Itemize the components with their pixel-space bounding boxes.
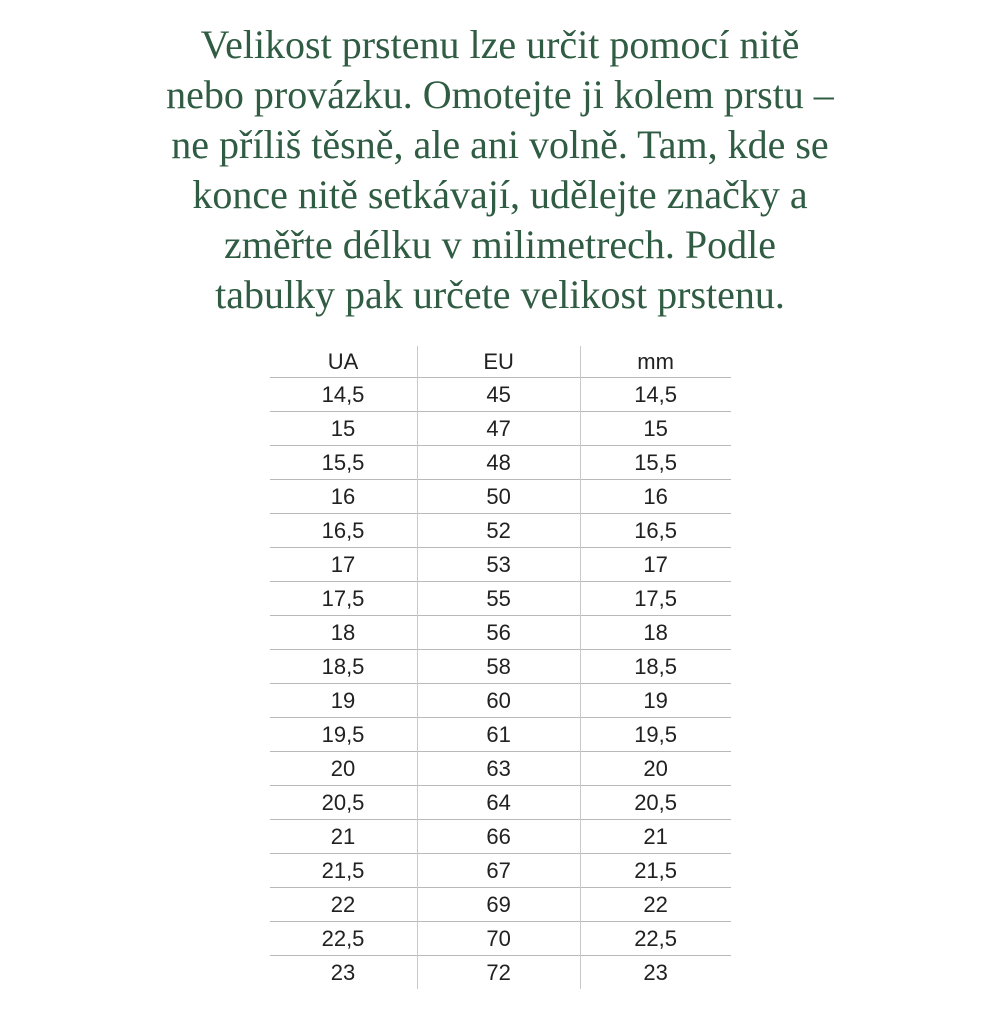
table-cell: 16 xyxy=(643,483,668,509)
table-cell: 20 xyxy=(330,755,356,781)
table-row xyxy=(270,514,731,548)
table-cell: 15,5 xyxy=(634,449,678,475)
table-cell: 19 xyxy=(643,687,668,713)
table-row xyxy=(270,922,731,956)
table-cell: 16,5 xyxy=(321,517,365,543)
table-cell: 18,5 xyxy=(321,653,365,679)
table-cell: 18 xyxy=(643,619,668,645)
table-cell: 56 xyxy=(417,616,580,650)
table-row xyxy=(270,548,731,582)
table-cell: 53 xyxy=(417,548,580,582)
intro-line-5: změřte délku v milimetrech. Podle xyxy=(223,222,777,267)
table-cell: 50 xyxy=(417,480,580,514)
table-cell: 66 xyxy=(417,820,580,854)
table-cell: 69 xyxy=(417,888,580,922)
table-cell: 21 xyxy=(330,823,356,849)
table-cell: 22 xyxy=(330,891,356,917)
table-cell: 15 xyxy=(643,415,668,441)
col-header-eu: EU xyxy=(417,346,580,378)
table-cell: 14,5 xyxy=(634,381,678,407)
table-row xyxy=(270,582,731,616)
table-cell: 16 xyxy=(330,483,356,509)
table-cell: 21,5 xyxy=(634,857,678,883)
table-cell: 19,5 xyxy=(321,721,365,747)
col-header-ua: UA xyxy=(327,348,359,374)
table-cell: 64 xyxy=(417,786,580,820)
header-row xyxy=(270,346,731,378)
table-cell: 47 xyxy=(417,412,580,446)
table-cell: 21 xyxy=(643,823,668,849)
table-cell: 20,5 xyxy=(321,789,365,815)
table-cell: 20,5 xyxy=(634,789,678,815)
table-row xyxy=(270,854,731,888)
table-cell: 21,5 xyxy=(321,857,365,883)
table-cell: 19,5 xyxy=(634,721,678,747)
size-table-body xyxy=(270,378,731,990)
table-row xyxy=(270,480,731,514)
table-cell: 15 xyxy=(330,415,356,441)
col-header-mm: mm xyxy=(637,348,674,374)
intro-line-1: Velikost prstenu lze určit pomocí nitě xyxy=(200,22,800,67)
table-row xyxy=(270,718,731,752)
size-table-header xyxy=(270,346,731,378)
table-cell: 48 xyxy=(417,446,580,480)
ring-size-guide xyxy=(0,20,1000,989)
table-cell: 17,5 xyxy=(634,585,678,611)
table-cell: 55 xyxy=(417,582,580,616)
table-row xyxy=(270,650,731,684)
table-cell: 70 xyxy=(417,922,580,956)
table-cell: 22 xyxy=(643,891,668,917)
table-row xyxy=(270,956,731,990)
table-cell: 63 xyxy=(417,752,580,786)
table-cell: 17 xyxy=(643,551,668,577)
size-table xyxy=(270,346,731,989)
table-cell: 58 xyxy=(417,650,580,684)
intro-text xyxy=(70,20,930,320)
table-row xyxy=(270,446,731,480)
table-row xyxy=(270,616,731,650)
table-cell: 60 xyxy=(417,684,580,718)
intro-line-2: nebo provázku. Omotejte ji kolem prstu – xyxy=(166,72,834,117)
table-row xyxy=(270,786,731,820)
table-row xyxy=(270,888,731,922)
table-row xyxy=(270,820,731,854)
table-cell: 23 xyxy=(643,959,668,985)
table-row xyxy=(270,412,731,446)
table-cell: 23 xyxy=(330,959,356,985)
table-cell: 20 xyxy=(643,755,668,781)
table-cell: 72 xyxy=(417,956,580,990)
table-cell: 61 xyxy=(417,718,580,752)
intro-line-4: konce nitě setkávají, udělejte značky a xyxy=(192,172,808,217)
table-cell: 18 xyxy=(330,619,356,645)
table-cell: 67 xyxy=(417,854,580,888)
table-cell: 17,5 xyxy=(321,585,365,611)
intro-line-6: tabulky pak určete velikost prstenu. xyxy=(215,272,785,317)
table-cell: 15,5 xyxy=(321,449,365,475)
table-cell: 22,5 xyxy=(321,925,365,951)
table-cell: 14,5 xyxy=(321,381,365,407)
table-cell: 19 xyxy=(330,687,356,713)
table-row xyxy=(270,378,731,412)
intro-line-3: ne příliš těsně, ale ani volně. Tam, kde se xyxy=(171,122,829,167)
table-cell: 18,5 xyxy=(634,653,678,679)
table-cell: 22,5 xyxy=(634,925,678,951)
table-cell: 17 xyxy=(330,551,356,577)
table-row xyxy=(270,684,731,718)
table-row xyxy=(270,752,731,786)
table-cell: 45 xyxy=(417,378,580,412)
table-cell: 16,5 xyxy=(634,517,678,543)
table-cell: 52 xyxy=(417,514,580,548)
